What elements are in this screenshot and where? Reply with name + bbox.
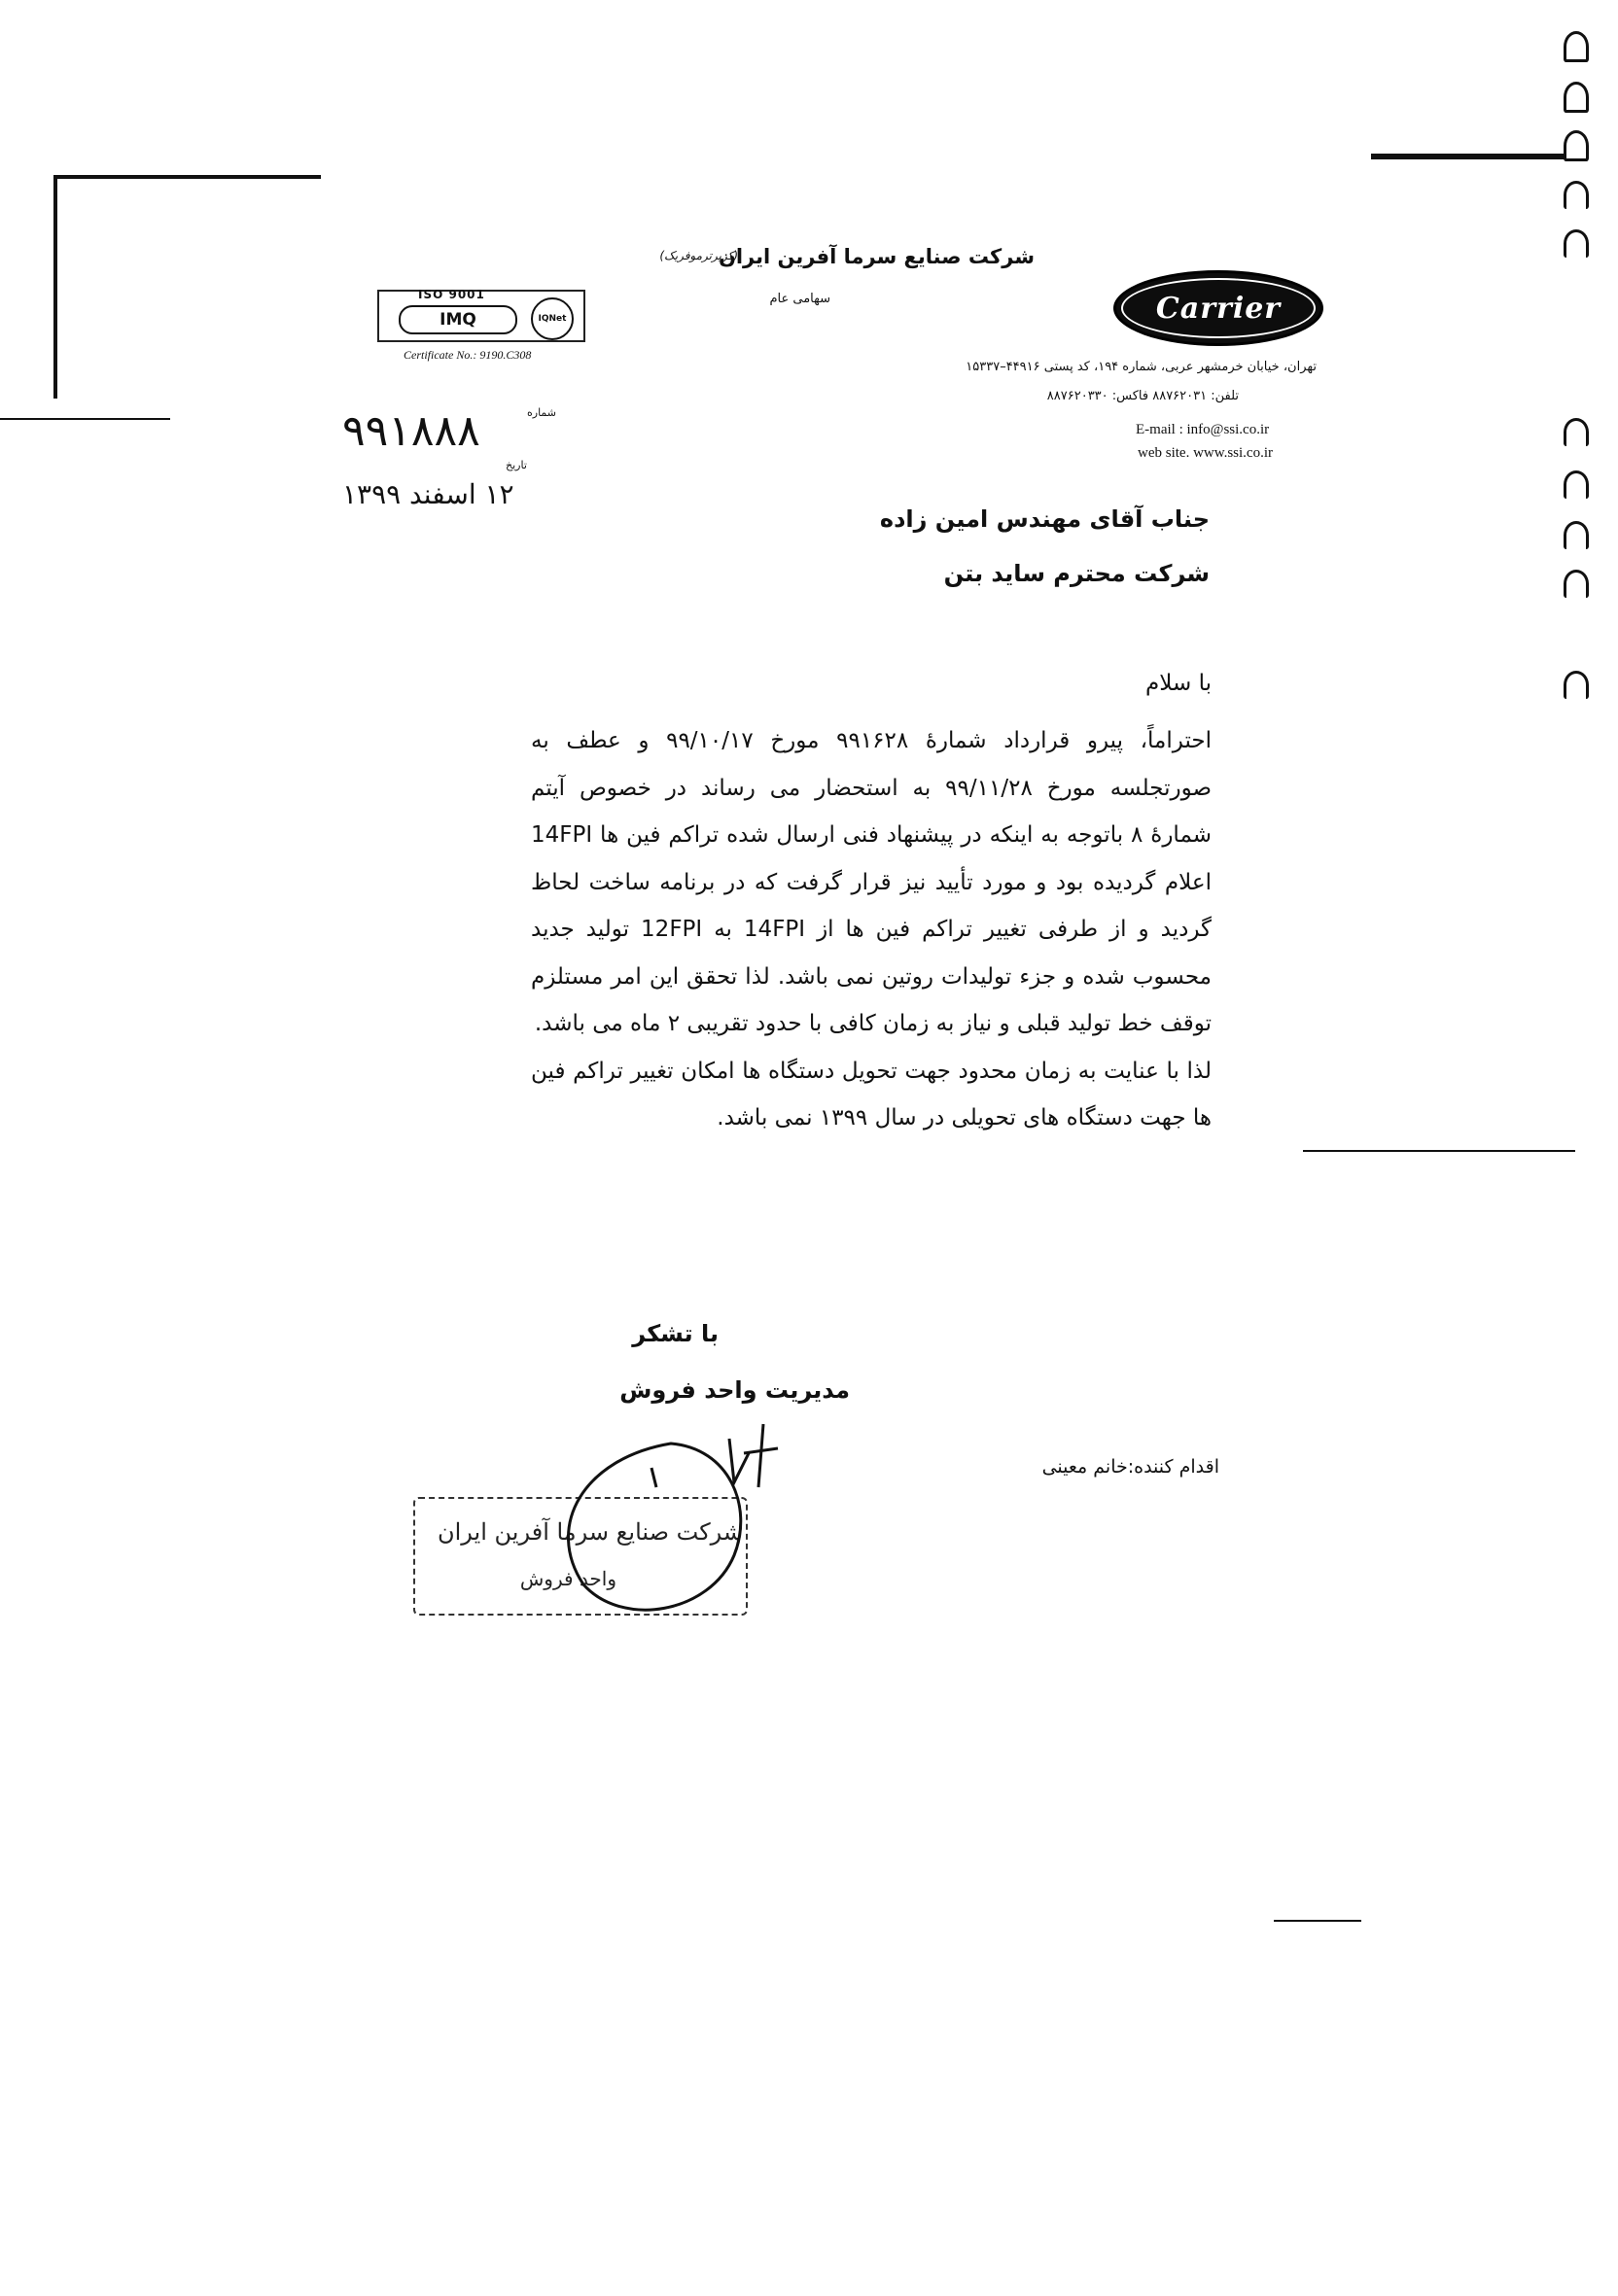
company-name: شرکت صنایع سرما آفرین ایران bbox=[718, 245, 1035, 268]
company-address: تهران، خیابان خرمشهر عربی، شماره ۱۹۴، کد پستی ۴۴۹۱۶–۱۵۳۳۷ bbox=[966, 360, 1317, 374]
recipient-company: شرکت محترم ساید بتن bbox=[943, 560, 1210, 587]
body-paragraph: لذا با عنایت به زمان محدود جهت تحویل دستگاه ها امکان تغییر تراکم فین ها جهت دستگاه های تحویلی در سال ۱۳۹۹ نمی باشد. bbox=[531, 1058, 1212, 1131]
iqnet-logo: IQNet bbox=[531, 297, 574, 340]
scan-dash bbox=[0, 418, 170, 420]
binder-hole-icon bbox=[1564, 418, 1589, 446]
recipient-name: جناب آقای مهندس امین زاده bbox=[879, 505, 1210, 533]
binder-hole-icon bbox=[1564, 181, 1589, 209]
date-label: تاریخ bbox=[506, 459, 527, 471]
company-phone-fax: تلفن: ۸۸۷۶۲۰۳۱ فاکس: ۸۸۷۶۲۰۳۳۰ bbox=[1046, 389, 1239, 403]
binder-hole-icon bbox=[1564, 31, 1589, 62]
company-email: E-mail : info@ssi.co.ir bbox=[1136, 422, 1270, 437]
binder-hole-icon bbox=[1564, 470, 1589, 499]
closing-thanks: با تشکر bbox=[632, 1320, 719, 1347]
scan-dash bbox=[1274, 1920, 1361, 1922]
greeting: با سلام bbox=[1145, 671, 1212, 696]
company-website: web site. www.ssi.co.ir bbox=[1138, 445, 1274, 461]
stamp-department: واحد فروش bbox=[519, 1567, 616, 1590]
body-paragraph: احتراماً، پیرو قرارداد شمارهٔ ۹۹۱۶۲۸ مورخ ۹۹/۱۰/۱۷ و عطف به صورتجلسه مورخ ۹۹/۱۱/۲۸ به استحضار می رساند در خصوص آیتم شمارهٔ ۸ باتوجه به اینکه در پیشنهاد فنی ارسال شده تراکم فین ها 14FPI اعلام گردیده بود و مورد تأیید نیز قرار گرفت که در برنامه ساخت لحاظ گردید و از طرفی تغییر تراکم فین ها از 14FPI به 12FPI تولید جدید محسوب شده و جزء تولیدات روتین نمی باشد. لذا تحقق این امر مستلزم توقف خط تولید قبلی و نیاز به زمان کافی با حدود تقریبی ۲ ماه می باشد. bbox=[531, 728, 1213, 1036]
company-type: سهامی عام bbox=[769, 292, 830, 306]
signature-icon bbox=[525, 1409, 797, 1633]
iso-label: ISO 9001 bbox=[418, 288, 485, 301]
signatory-department: مدیریت واحد فروش bbox=[619, 1376, 850, 1404]
binder-hole-icon bbox=[1564, 570, 1589, 598]
letter-date: ۱۲ اسفند ۱۳۹۹ bbox=[342, 478, 514, 510]
binder-hole-icon bbox=[1564, 671, 1589, 699]
page-edge-line-left bbox=[53, 175, 57, 399]
logo-text: Carrier bbox=[1155, 291, 1282, 326]
number-label: شماره bbox=[527, 406, 557, 419]
binder-hole-icon bbox=[1564, 229, 1589, 258]
company-subtitle: (کریرترموفریک) bbox=[659, 249, 738, 262]
carrier-logo bbox=[1113, 270, 1323, 346]
stamp-company-name: شرکت صنایع سرما آفرین ایران bbox=[438, 1518, 743, 1546]
binder-hole-icon bbox=[1564, 130, 1589, 161]
page-edge-line-right bbox=[1371, 154, 1565, 159]
letter-body bbox=[531, 717, 1212, 1142]
binder-hole-icon bbox=[1564, 82, 1589, 113]
page-edge-line-top bbox=[53, 175, 321, 179]
scan-dash bbox=[1303, 1150, 1575, 1152]
imq-logo: IMQ bbox=[399, 305, 517, 334]
action-by: اقدام کننده:خانم معینی bbox=[1041, 1456, 1219, 1478]
letter-number: ۹۹۱۸۸۸ bbox=[342, 406, 480, 456]
binder-hole-icon bbox=[1564, 521, 1589, 549]
certificate-number: Certificate No.: 9190.C308 bbox=[404, 348, 532, 362]
